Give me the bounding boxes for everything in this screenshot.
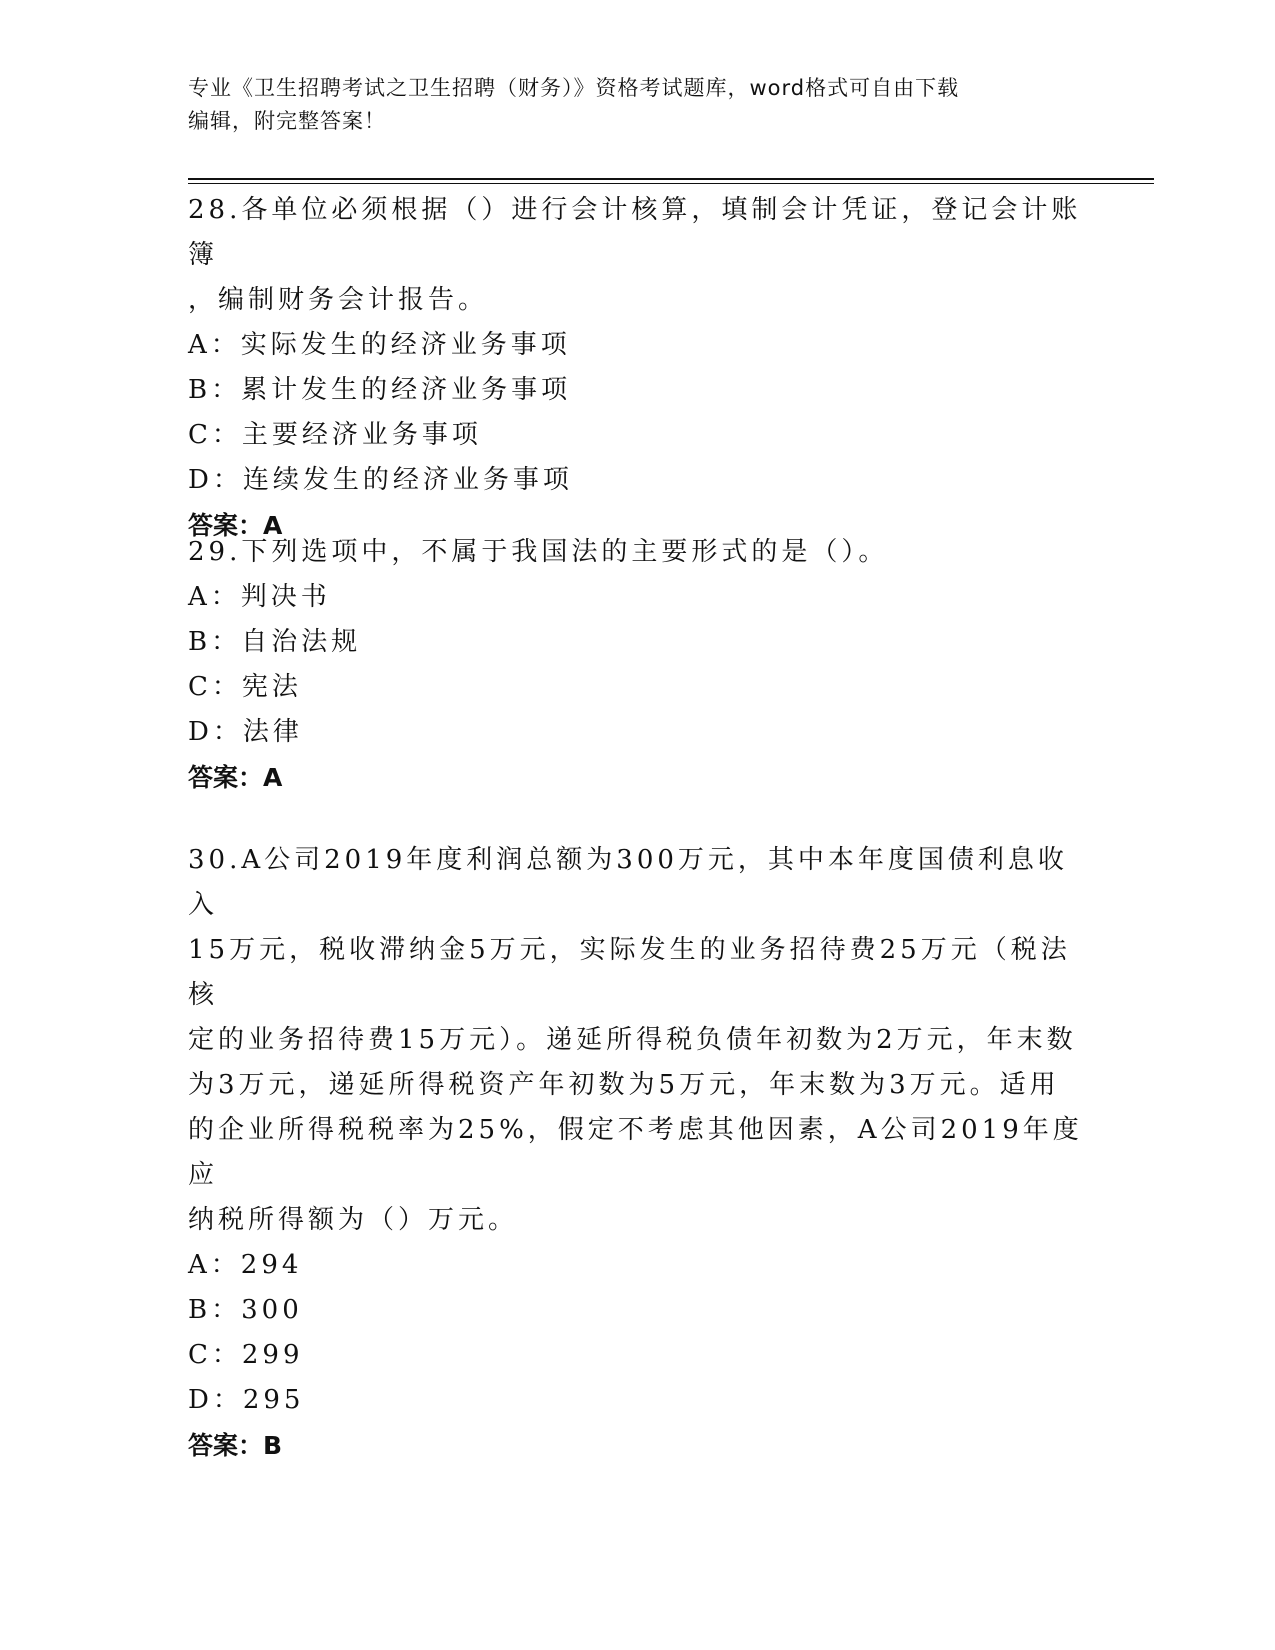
answer: 答案：B [188,1431,283,1460]
header-divider-thick [188,178,1154,180]
question-stem: 29.下列选项中，不属于我国法的主要形式的是（）。 [188,537,889,567]
document-header [188,72,1068,138]
header-divider-thin [188,183,1154,184]
question-stem-line-4: 为3万元，递延所得税资产年初数为5万元，年末数为3万元。适用 [188,1070,1060,1100]
option-a: A：判决书 [188,582,331,612]
question-stem-line-6: 纳税所得额为（）万元。 [188,1205,519,1235]
option-d: D：295 [188,1385,305,1415]
question-stem-line-2: 15万元，税收滞纳金5万元，实际发生的业务招待费25万元（税法核 [188,935,1071,1010]
option-a: A：294 [188,1250,303,1280]
option-b: B：自治法规 [188,627,362,657]
option-a: A：实际发生的经济业务事项 [188,330,571,360]
question-29 [188,530,1088,800]
option-c: C：宪法 [188,672,302,702]
option-b: B：累计发生的经济业务事项 [188,375,572,405]
header-line-2: 编辑，附完整答案！ [188,109,386,133]
question-stem-line-1: 30.A公司2019年度利润总额为300万元，其中本年度国债利息收入 [188,845,1068,920]
option-d: D：连续发生的经济业务事项 [188,465,573,495]
question-stem: 28.各单位必须根据（）进行会计核算，填制会计凭证，登记会计账簿 [188,195,1082,270]
answer: 答案：A [188,763,283,792]
header-line-1: 专业《卫生招聘考试之卫生招聘（财务）》资格考试题库，word格式可自由下载 [188,76,960,100]
option-b: B：300 [188,1295,303,1325]
question-stem-line-3: 定的业务招待费15万元）。递延所得税负债年初数为2万元，年末数 [188,1025,1077,1055]
question-stem-continued: ，编制财务会计报告。 [188,285,489,315]
question-stem-line-5: 的企业所得税税率为25%，假定不考虑其他因素，A公司2019年度应 [188,1115,1083,1190]
option-c: C：299 [188,1340,304,1370]
question-28 [188,188,1088,548]
option-d: D：法律 [188,717,303,747]
answer: 答案：A [188,511,283,540]
option-c: C：主要经济业务事项 [188,420,482,450]
question-30 [188,838,1088,1468]
